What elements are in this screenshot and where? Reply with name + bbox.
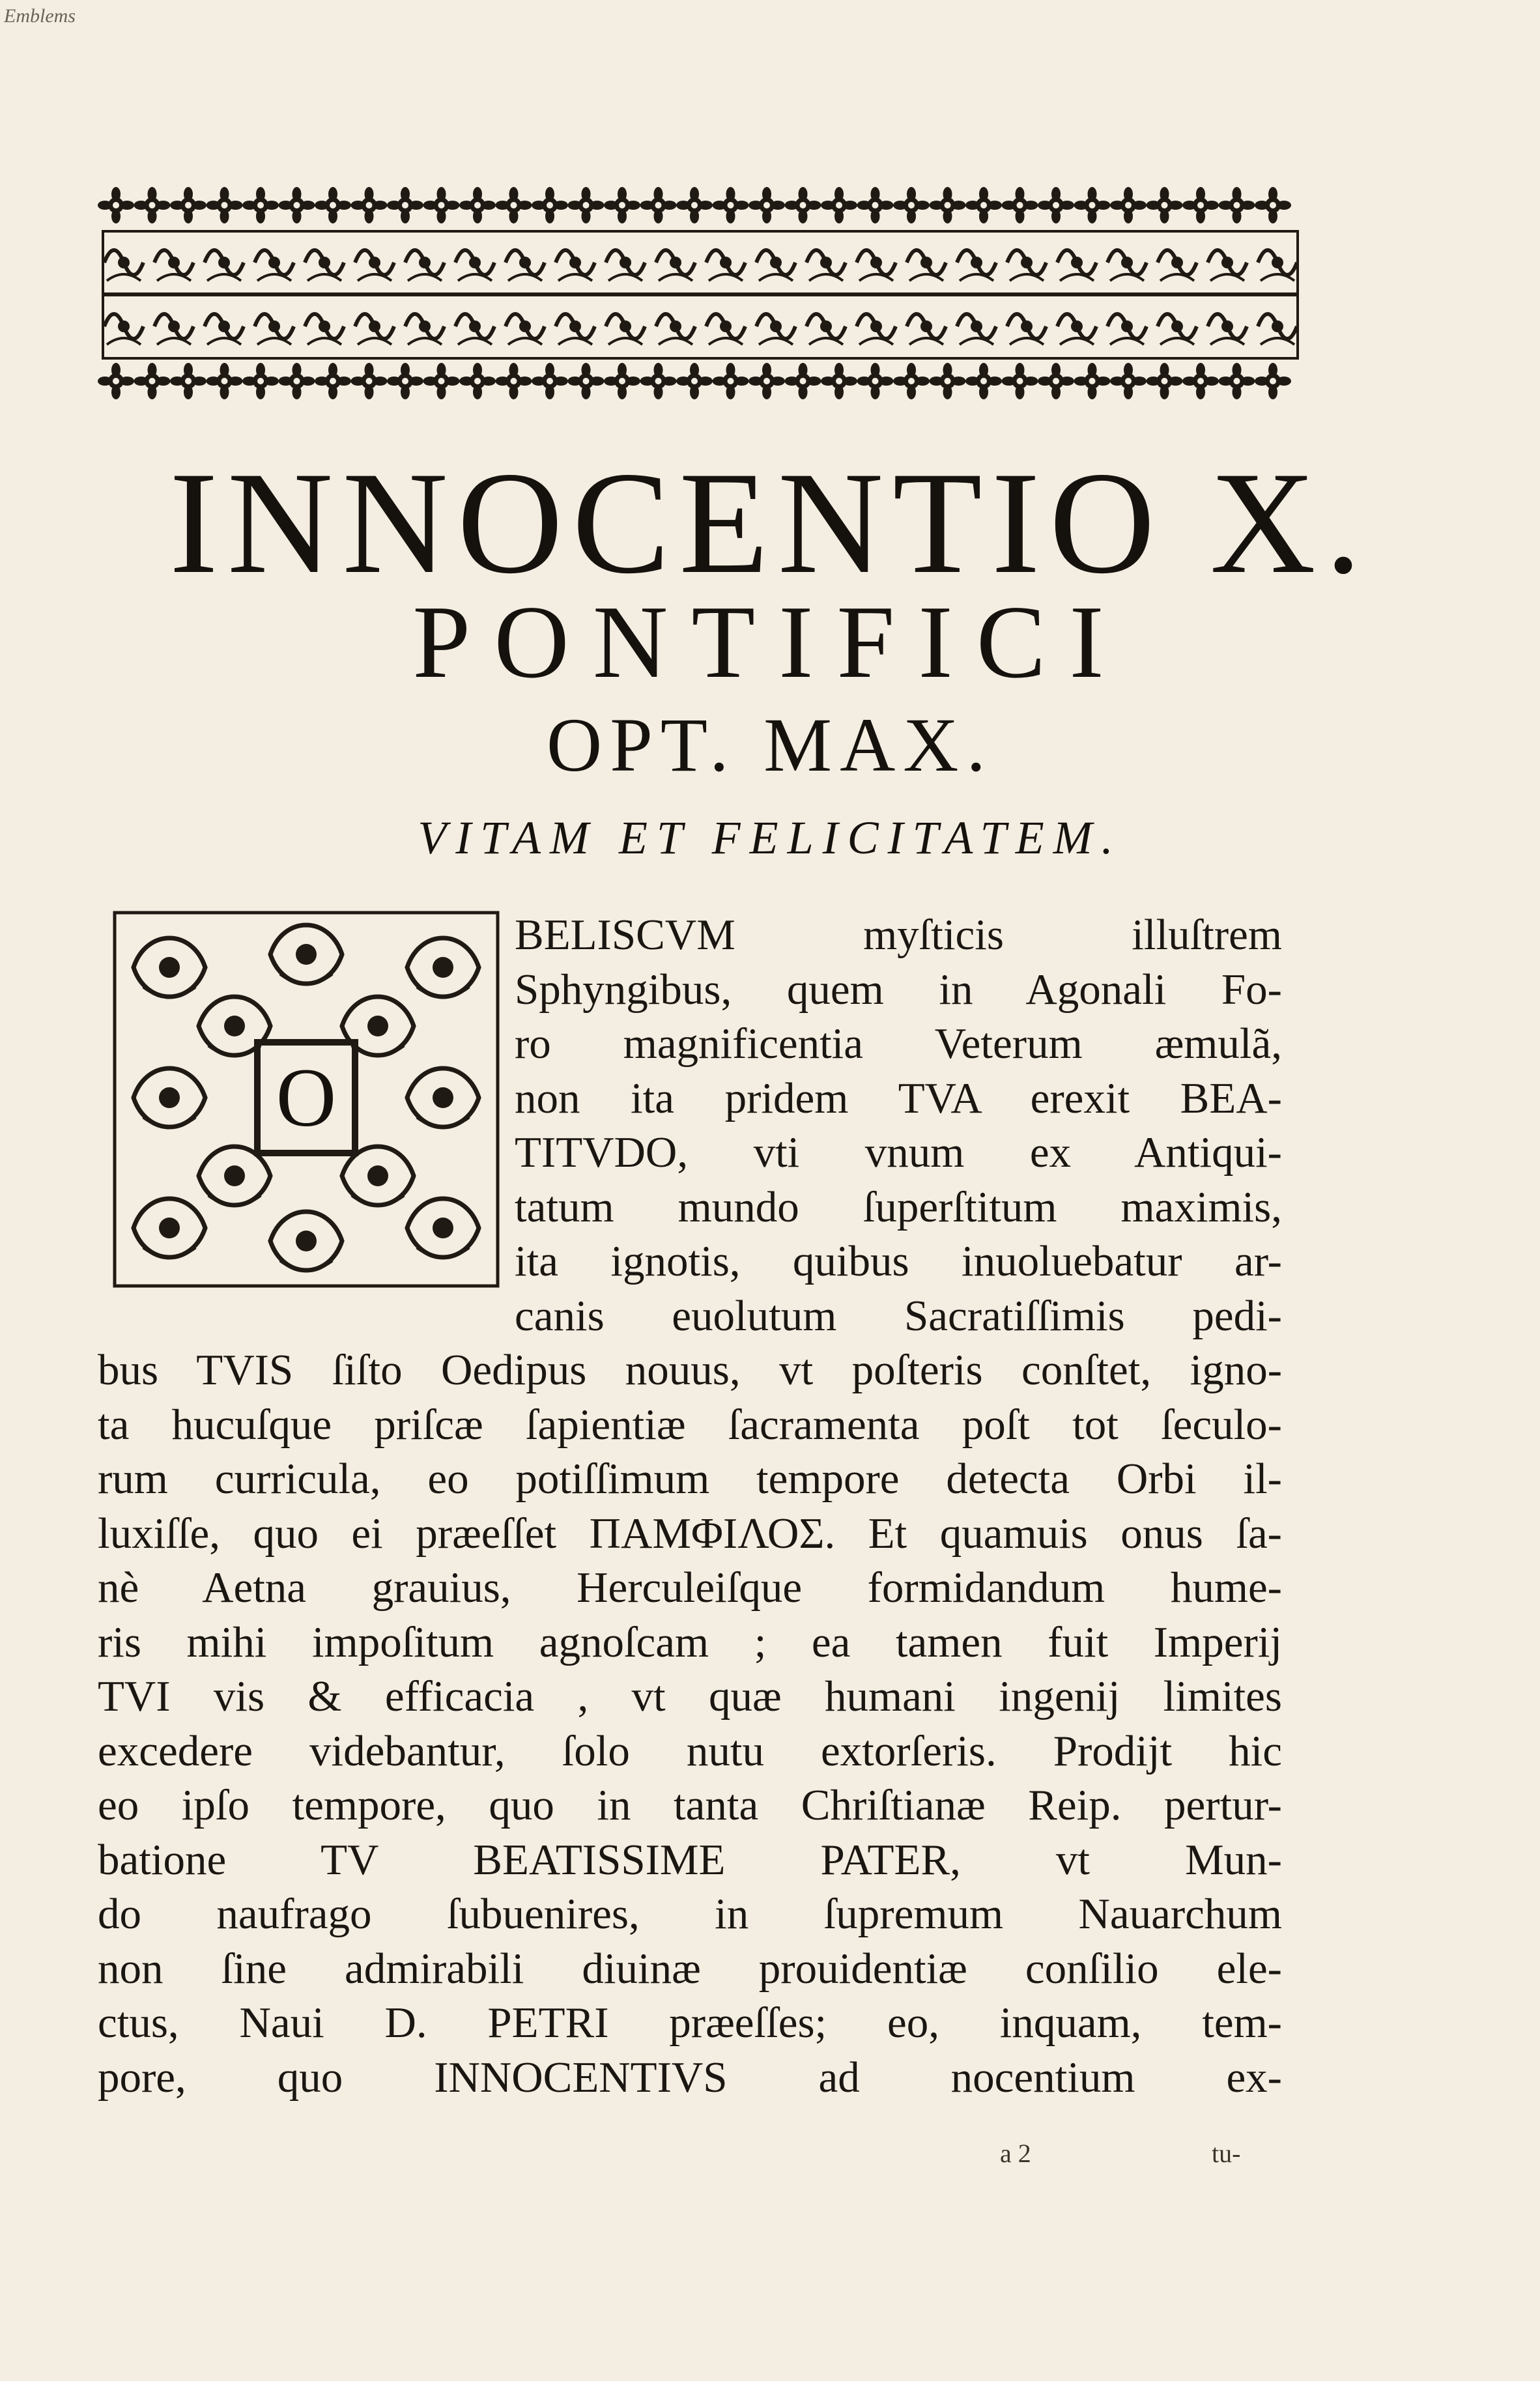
body-line: canis euolutum Sacratiſſimis pedi- <box>515 1294 1282 1340</box>
initial-letter: O <box>267 1052 345 1143</box>
scroll-rosette <box>367 1016 388 1036</box>
body-line: ro magnificentia Veterum æmulã, <box>515 1022 1282 1068</box>
scroll-knot <box>770 321 782 332</box>
scroll-knot <box>1272 257 1283 268</box>
scroll-knot <box>1121 257 1133 268</box>
scroll-leaf <box>352 1046 404 1055</box>
fleuron-glyph <box>423 187 460 223</box>
scroll-rosette <box>159 1218 180 1238</box>
body-line: ta hucuſque priſcæ ſapientiæ ſacramenta poſt tot ſeculo- <box>98 1403 1282 1449</box>
fleuron-glyph <box>532 187 568 223</box>
dedication-title-line-3: OPT. MAX. <box>546 702 993 788</box>
fleuron-glyph <box>207 187 243 223</box>
fleuron-glyph <box>170 187 207 223</box>
body-line: Sphyngibus, quem in Agonali Fo- <box>515 967 1282 1014</box>
body-line: non ita pridem TVA erexit BEA- <box>515 1076 1282 1122</box>
scroll-knot <box>118 257 130 268</box>
fleuron-glyph <box>496 363 532 399</box>
dedication-title-line-1: INNOCENTIO X. <box>169 441 1371 604</box>
decorated-initial <box>111 909 502 1290</box>
body-line: luxiſſe, quo ei præeſſet ΠΑΜΦΙΛΟΣ. Et quamuis onus ſa- <box>98 1511 1282 1558</box>
fleuron-glyph <box>640 363 677 399</box>
scroll-leaf <box>417 1248 469 1257</box>
body-line: tatum mundo ſuperſtitum maximis, <box>515 1185 1282 1231</box>
scroll-knot <box>569 257 581 268</box>
fleuron-glyph <box>1074 187 1111 223</box>
scroll-knot <box>1272 321 1283 332</box>
scroll-rosette <box>296 944 317 965</box>
scroll-knot <box>319 257 330 268</box>
scroll-knot <box>870 257 882 268</box>
scroll-rosette <box>296 1231 317 1251</box>
scroll-knot <box>419 321 431 332</box>
dedication-subtitle: VITAM ET FELICITATEM. <box>418 812 1122 864</box>
body-line: ctus, Naui D. PETRI præeſſes; eo, inquam, tem- <box>98 2001 1282 2047</box>
scroll-knot <box>168 321 180 332</box>
scroll-leaf <box>280 974 332 984</box>
scroll-knot <box>469 257 481 268</box>
body-line: bus TVIS ſiſto Oedipus nouus, vt poſteris conſtet, igno- <box>98 1348 1282 1394</box>
scroll-knot <box>670 257 681 268</box>
fleuron-glyph <box>1182 363 1219 399</box>
scroll-knot <box>519 321 531 332</box>
fleuron-glyph <box>568 363 605 399</box>
fleuron-glyph <box>930 363 966 399</box>
headpiece-ornament-art <box>98 182 1303 404</box>
fleuron-glyph <box>821 363 857 399</box>
scroll-leaf <box>208 1195 261 1205</box>
scroll-knot <box>770 257 782 268</box>
fleuron-glyph <box>604 187 640 223</box>
scroll-knot <box>1171 321 1183 332</box>
fleuron-glyph <box>1147 363 1183 399</box>
scroll-knot <box>920 321 932 332</box>
fleuron-glyph <box>568 187 605 223</box>
scroll-knot <box>620 257 631 268</box>
signature-mark: a 2 <box>1000 2139 1031 2168</box>
fleuron-glyph <box>315 363 351 399</box>
scroll-knot <box>1221 321 1233 332</box>
scroll-rosette <box>367 1165 388 1186</box>
fleuron-glyph <box>98 187 134 223</box>
scroll-knot <box>971 321 982 332</box>
body-line: batione TV BEATISSIME PATER, vt Mun- <box>98 1838 1282 1884</box>
scroll-knot <box>319 321 330 332</box>
scroll-leaf <box>417 987 469 997</box>
fleuron-glyph <box>1110 187 1147 223</box>
scroll-knot <box>820 321 832 332</box>
scroll-knot <box>218 321 230 332</box>
fleuron-glyph <box>315 187 351 223</box>
scroll-rosette <box>433 1218 453 1238</box>
fleuron-glyph <box>893 187 930 223</box>
fleuron-glyph <box>242 187 279 223</box>
fleuron-glyph <box>134 363 171 399</box>
body-line: BELISCVM myſticis illuſtrem <box>515 913 1282 959</box>
fleuron-glyph <box>893 363 930 399</box>
fleuron-glyph <box>279 187 315 223</box>
scroll-knot <box>569 321 581 332</box>
scroll-leaf <box>143 1248 195 1257</box>
fleuron-glyph <box>351 187 388 223</box>
fleuron-glyph <box>496 187 532 223</box>
fleuron-glyph <box>857 187 894 223</box>
fleuron-glyph <box>785 187 821 223</box>
fleuron-glyph <box>604 363 640 399</box>
fleuron-glyph <box>459 187 496 223</box>
scroll-knot <box>369 257 380 268</box>
body-line: non ſine admirabili diuinæ prouidentiæ conſilio ele- <box>98 1946 1282 1993</box>
scroll-knot <box>118 321 130 332</box>
body-line: TVI vis & efficacia , vt quæ humani ingenij limites <box>98 1675 1282 1720</box>
scroll-leaf <box>143 1117 195 1127</box>
scroll-knot <box>870 321 882 332</box>
fleuron-glyph <box>821 187 857 223</box>
scroll-knot <box>268 257 280 268</box>
scroll-leaf <box>280 1261 332 1270</box>
fleuron-glyph <box>749 363 785 399</box>
body-line: nè Aetna grauius, Herculeiſque formidandum hume- <box>98 1566 1282 1612</box>
fleuron-glyph <box>387 363 423 399</box>
body-line: eo ipſo tempore, quo in tanta Chriſtianæ Reip. pertur- <box>98 1784 1282 1829</box>
fleuron-glyph <box>1110 363 1147 399</box>
fleuron-glyph <box>170 363 207 399</box>
body-line: excedere videbantur, ſolo nutu extorſeris. Prodijt hic <box>98 1729 1282 1775</box>
fleuron-glyph <box>676 187 713 223</box>
fleuron-glyph <box>965 363 1002 399</box>
fleuron-glyph <box>640 187 677 223</box>
body-line: ita ignotis, quibus inuoluebatur ar- <box>515 1240 1282 1285</box>
scroll-rosette <box>433 1087 453 1108</box>
fleuron-glyph <box>1255 363 1291 399</box>
scroll-knot <box>971 257 982 268</box>
fleuron-glyph <box>1219 187 1255 223</box>
fleuron-glyph <box>98 363 134 399</box>
scroll-knot <box>168 257 180 268</box>
fleuron-glyph <box>1074 363 1111 399</box>
scroll-knot <box>720 257 732 268</box>
scroll-knot <box>670 321 681 332</box>
body-line: do naufrago ſubuenires, in ſupremum Nauarchum <box>98 1892 1282 1938</box>
fleuron-glyph <box>387 187 423 223</box>
fleuron-glyph <box>1219 363 1255 399</box>
fleuron-glyph <box>279 363 315 399</box>
scroll-leaf <box>143 987 195 997</box>
scroll-leaf <box>417 1117 469 1127</box>
dedication-title-line-2: PONTIFICI <box>412 584 1128 700</box>
fleuron-glyph <box>965 187 1002 223</box>
body-line: TITVDO, vti vnum ex Antiqui- <box>515 1131 1282 1176</box>
fleuron-glyph <box>785 363 821 399</box>
scroll-knot <box>1021 321 1033 332</box>
scroll-knot <box>1071 321 1083 332</box>
fleuron-glyph <box>713 363 749 399</box>
scroll-knot <box>1021 257 1033 268</box>
scroll-rosette <box>159 1087 180 1108</box>
fleuron-glyph <box>1002 363 1038 399</box>
fleuron-glyph <box>1255 187 1291 223</box>
scroll-knot <box>1071 257 1083 268</box>
scroll-knot <box>419 257 431 268</box>
fleuron-glyph <box>459 363 496 399</box>
scroll-knot <box>469 321 481 332</box>
catchword: tu- <box>1212 2139 1241 2168</box>
fleuron-glyph <box>676 363 713 399</box>
scroll-knot <box>920 257 932 268</box>
scroll-rosette <box>224 1165 245 1186</box>
scroll-rosette <box>433 957 453 978</box>
fleuron-glyph <box>423 363 460 399</box>
fleuron-glyph <box>713 187 749 223</box>
fleuron-glyph <box>749 187 785 223</box>
scroll-knot <box>268 321 280 332</box>
scroll-leaf <box>208 1046 261 1055</box>
fleuron-glyph <box>242 363 279 399</box>
scroll-knot <box>620 321 631 332</box>
scroll-rosette <box>159 957 180 978</box>
corner-note: Emblems <box>4 5 76 27</box>
fleuron-glyph <box>1002 187 1038 223</box>
scroll-knot <box>369 321 380 332</box>
scroll-knot <box>519 257 531 268</box>
body-line: ris mihi impoſitum agnoſcam ; ea tamen fuit Imperij <box>98 1620 1282 1666</box>
fleuron-glyph <box>930 187 966 223</box>
scroll-knot <box>820 257 832 268</box>
fleuron-glyph <box>207 363 243 399</box>
scroll-knot <box>1171 257 1183 268</box>
scroll-knot <box>1221 257 1233 268</box>
body-line: pore, quo INNOCENTIVS ad nocentium ex- <box>98 2055 1282 2102</box>
scroll-rosette <box>224 1016 245 1036</box>
fleuron-glyph <box>1147 187 1183 223</box>
fleuron-glyph <box>532 363 568 399</box>
fleuron-glyph <box>1182 187 1219 223</box>
body-line: rum curricula, eo potiſſimum tempore detecta Orbi il- <box>98 1457 1282 1503</box>
headpiece-ornament <box>98 182 1303 404</box>
fleuron-glyph <box>1038 187 1074 223</box>
scroll-knot <box>1121 321 1133 332</box>
scroll-knot <box>218 257 230 268</box>
fleuron-glyph <box>857 363 894 399</box>
scroll-knot <box>720 321 732 332</box>
fleuron-glyph <box>1038 363 1074 399</box>
scroll-leaf <box>352 1195 404 1205</box>
fleuron-glyph <box>134 187 171 223</box>
fleuron-glyph <box>351 363 388 399</box>
